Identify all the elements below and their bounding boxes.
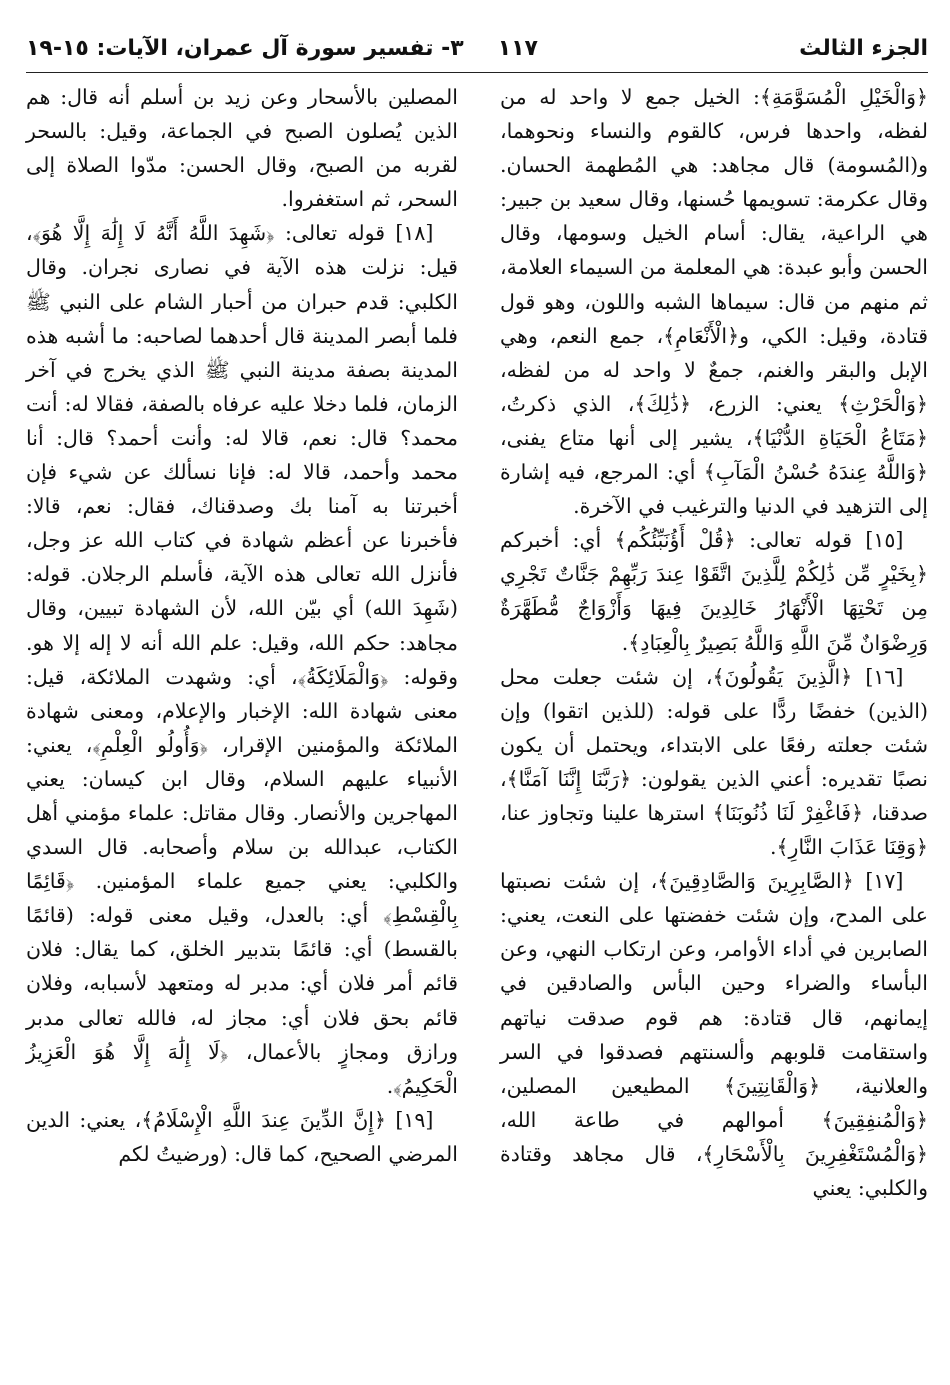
paragraph: [١٥] قوله تعالى: ﴿قُلْ أَؤُنَبِّئُكُم﴾ أي: أخبركم ﴿بِخَيْرٍ مِّن ذَٰلِكُمْ لِلَّذِينَ اتَّقَوْا عِندَ رَبِّهِمْ جَنَّاتٌ تَجْرِي مِن تَحْتِهَا الْأَنْهَارُ خَالِدِينَ فِيهَا وَأَزْوَاجٌ مُّطَهَّرَةٌ وَرِضْوَانٌ مِّنَ اللَّهِ وَاللَّهُ بَصِيرٌ بِالْعِبَادِ﴾.	[500, 528, 928, 655]
paragraph: المصلين بالأسحار وعن زيد بن أسلم أنه قال: هم الذين يُصلون الصبح في الجماعة، وقيل: بالسحر لقربه من الصبح، وقال الحسن: مدّوا الصلاة إلى السحر، ثم استغفروا.	[26, 85, 458, 212]
header-chapter-title: ٣- تفسير سورة آل عمران، الآيات: ١٥-١٩	[26, 36, 464, 61]
header-rule	[26, 72, 928, 73]
paragraph: ﴿وَالْخَيْلِ الْمُسَوَّمَةِ﴾: الخيل جمع لا واحد له من لفظه، واحدها فرس، كالقوم والنساء ونحوهما، و(المُسومة) قال مجاهد: هي المُطهمة الحسان. وقال عكرمة: تسويمها حُسنها، وقال سعيد بن جبير: هي الراعية، يقال: أسام الخيل وسومها، وقال الحسن وأبو عبدة: هي المعلمة من السيماء العلامة، ثم منهم من قال: سيماها الشبه واللون، وهو قول قتادة، وقيل: الكي، و﴿الْأَنْعَامِ﴾، جمع النعم، وهي الإبل والبقر والغنم، جمعٌ لا واحد له من لفظه، ﴿وَالْحَرْثِ﴾ يعني: الزرع، ﴿ذَٰلِكَ﴾، الذي ذكرتُ، ﴿مَتَاعُ الْحَيَاةِ الدُّنْيَا﴾، يشير إلى أنها متاع يفنى، ﴿وَاللَّهُ عِندَهُ حُسْنُ الْمَآبِ﴾ أي: المرجع، فيه إشارة إلى التزهيد في الدنيا والترغيب في الآخرة.	[500, 85, 928, 519]
header-page-number: ١١٧	[497, 36, 538, 61]
text-column-left	[26, 80, 458, 1171]
text-column-right	[500, 80, 928, 1205]
running-header	[26, 30, 928, 70]
paragraph: [١٩] ﴿إِنَّ الدِّينَ عِندَ اللَّهِ الْإِسْلَامُ﴾، يعني: الدين المرضي الصحيح، كما قال: (ورضيتُ لكم	[26, 1107, 458, 1166]
header-part-label: الجزء الثالث	[799, 36, 928, 61]
paragraph: [١٨] قوله تعالى: ﴿شَهِدَ اللَّهُ أَنَّهُ لَا إِلَٰهَ إِلَّا هُوَ﴾، قيل: نزلت هذه الآية في نصارى نجران. وقال الكلبي: قدم حبران من أحبار الشام على النبي ﷺ فلما أبصر المدينة قال أحدهما لصاحبه: ما أشبه هذه المدينة بصفة مدينة النبي ﷺ الذي يخرج في آخر الزمان، فلما دخلا عليه عرفاه بالصفة، فقالا له: أنت محمد؟ قال: نعم، قالا له: وأنت أحمد؟ قال: أنا محمد وأحمد، قالا له: فإنا نسألك عن شيء فإن أخبرتنا به آمنا بك وصدقناك، فقال: نعم، قالا: فأخبرنا عن أعظم شهادة في كتاب الله عز وجل، فأنزل الله تعالى هذه الآية، فأسلم الرجلان. قوله: (شَهِدَ الله) أي بيّن الله، لأن الشهادة تبيين، وقال مجاهد: حكم الله، وقيل: علم الله أنه لا إله إلا هو. وقوله: ﴿وَالْمَلَائِكَةُ﴾، أي: وشهدت الملائكة، قيل: معنى شهادة الله: الإخبار والإعلام، ومعنى شهادة الملائكة والمؤمنين الإقرار، ﴿وَأُولُو الْعِلْمِ﴾، يعني: الأنبياء عليهم السلام، وقال ابن كيسان: يعني المهاجرين والأنصار. وقال مقاتل: علماء مؤمني أهل الكتاب، عبدالله بن سلام وأصحابه. قال السدي والكلبي: يعني جميع علماء المؤمنين. ﴿قَائِمًا بِالْقِسْطِ﴾ أي: بالعدل، وقيل معنى قوله: (قائمًا بالقسط) أي: قائمًا بتدبير الخلق، كما يقال: فلان قائم أمر فلان أي: مدبر له ومتعهد لأسبابه، وفلان قائم بحق فلان أي: مجاز له، فالله تعالى مدبر ورازق ومجازٍ بالأعمال، ﴿لَا إِلَٰهَ إِلَّا هُوَ الْعَزِيزُ الْحَكِيمُ﴾.	[26, 221, 458, 1098]
paragraph: [١٦] ﴿الَّذِينَ يَقُولُونَ﴾، إن شئت جعلت محل (الذين) خفضًا ردًّا على قوله: (للذين اتقوا) وإن شئت جعلته رفعًا على الابتداء، ويحتمل أن يكون نصبًا تقديره: أعني الذين يقولون: ﴿رَبَّنَا إِنَّنَا آمَنَّا﴾، صدقنا، ﴿فَاغْفِرْ لَنَا ذُنُوبَنَا﴾ استرها علينا وتجاوز عنا، ﴿وَقِنَا عَذَابَ النَّارِ﴾.	[500, 664, 928, 860]
paragraph: [١٧] ﴿الصَّابِرِينَ وَالصَّادِقِينَ﴾، إن شئت نصبتها على المدح، وإن شئت خفضتها على النعت، يعني: الصابرين في أداء الأوامر، وعن ارتكاب النهي، وعن البأساء والضراء وحين البأس والصادقين في إيمانهم، قال قتادة: هم قوم صدقت نياتهم واستقامت قلوبهم وألسنتهم فصدقوا في السر والعلانية، ﴿وَالْقَانِتِينَ﴾ المطيعين المصلين، ﴿وَالْمُنفِقِينَ﴾ أموالهم في طاعة الله، ﴿وَالْمُسْتَغْفِرِينَ بِالْأَسْحَارِ﴾، قال مجاهد وقتادة والكلبي: يعني	[500, 869, 928, 1200]
